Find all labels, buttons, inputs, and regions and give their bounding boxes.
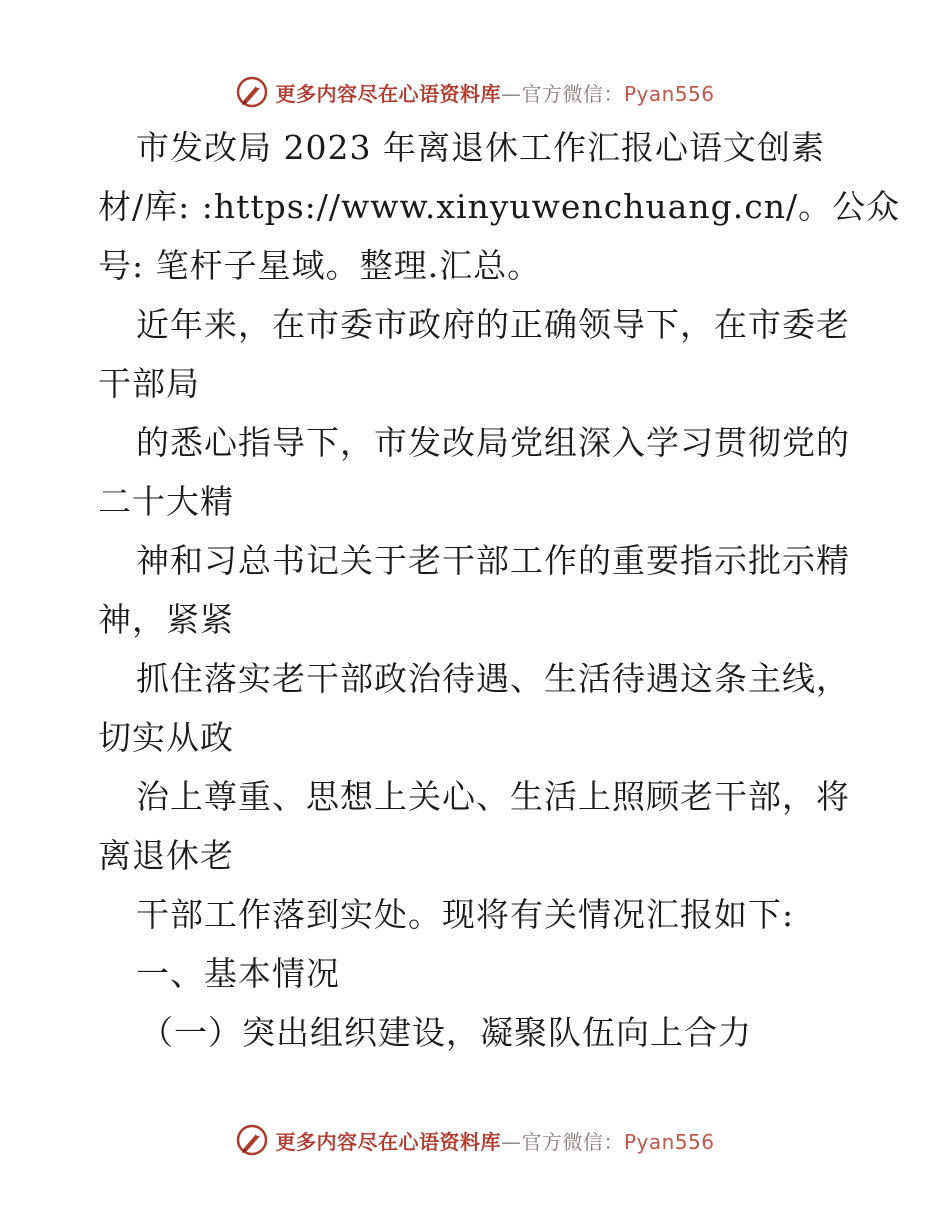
header-banner-inner [235, 75, 714, 109]
subsection-heading: （一）突出组织建设，凝聚队伍向上合力 [140, 1013, 752, 1052]
pen-logo-icon [235, 1123, 269, 1157]
footer-banner-title: 更多内容尽在心语资料库 [275, 1129, 501, 1154]
body-line: 切实从政 [98, 718, 234, 757]
body-line: 材/库: :https://www.xinyuwenchuang.cn/。公众 [98, 187, 901, 226]
body-line: 抓住落实老干部政治待遇、生活待遇这条主线， [136, 659, 850, 698]
body-line: 二十大精 [98, 482, 234, 521]
header-banner-dash: — [500, 81, 522, 106]
body-line: 号: 笔杆子星域。整理.汇总。 [98, 246, 542, 285]
body-line: 干部工作落到实处。现将有关情况汇报如下: [136, 895, 795, 934]
header-banner-wechat-id: Pyan556 [623, 81, 715, 106]
section-heading: 一、基本情况 [136, 954, 340, 993]
document-body [98, 118, 901, 1062]
body-line: 的悉心指导下，市发改局党组深入学习贯彻党的 [136, 423, 850, 462]
body-line: 干部局 [98, 364, 200, 403]
body-line: 神，紧紧 [98, 600, 234, 639]
header-banner-title: 更多内容尽在心语资料库 [275, 81, 501, 106]
header-banner-text [275, 78, 714, 107]
body-line: 市发改局 2023 年离退休工作汇报心语文创素 [136, 128, 825, 167]
body-line: 近年来，在市委市政府的正确领导下，在市委老 [136, 305, 850, 344]
footer-banner-inner [235, 1123, 714, 1157]
header-banner-wechat-label: 官方微信： [521, 81, 624, 106]
footer-banner-dash: — [500, 1129, 522, 1154]
header-banner [0, 72, 950, 112]
body-line: 离退休老 [98, 836, 234, 875]
pen-logo-icon [235, 75, 269, 109]
footer-banner-wechat-label: 官方微信： [521, 1129, 624, 1154]
body-line: 神和习总书记关于老干部工作的重要指示批示精 [136, 541, 850, 580]
footer-banner [0, 1120, 950, 1160]
footer-banner-text [275, 1126, 714, 1155]
footer-banner-wechat-id: Pyan556 [623, 1129, 715, 1154]
body-line: 治上尊重、思想上关心、生活上照顾老干部，将 [136, 777, 850, 816]
